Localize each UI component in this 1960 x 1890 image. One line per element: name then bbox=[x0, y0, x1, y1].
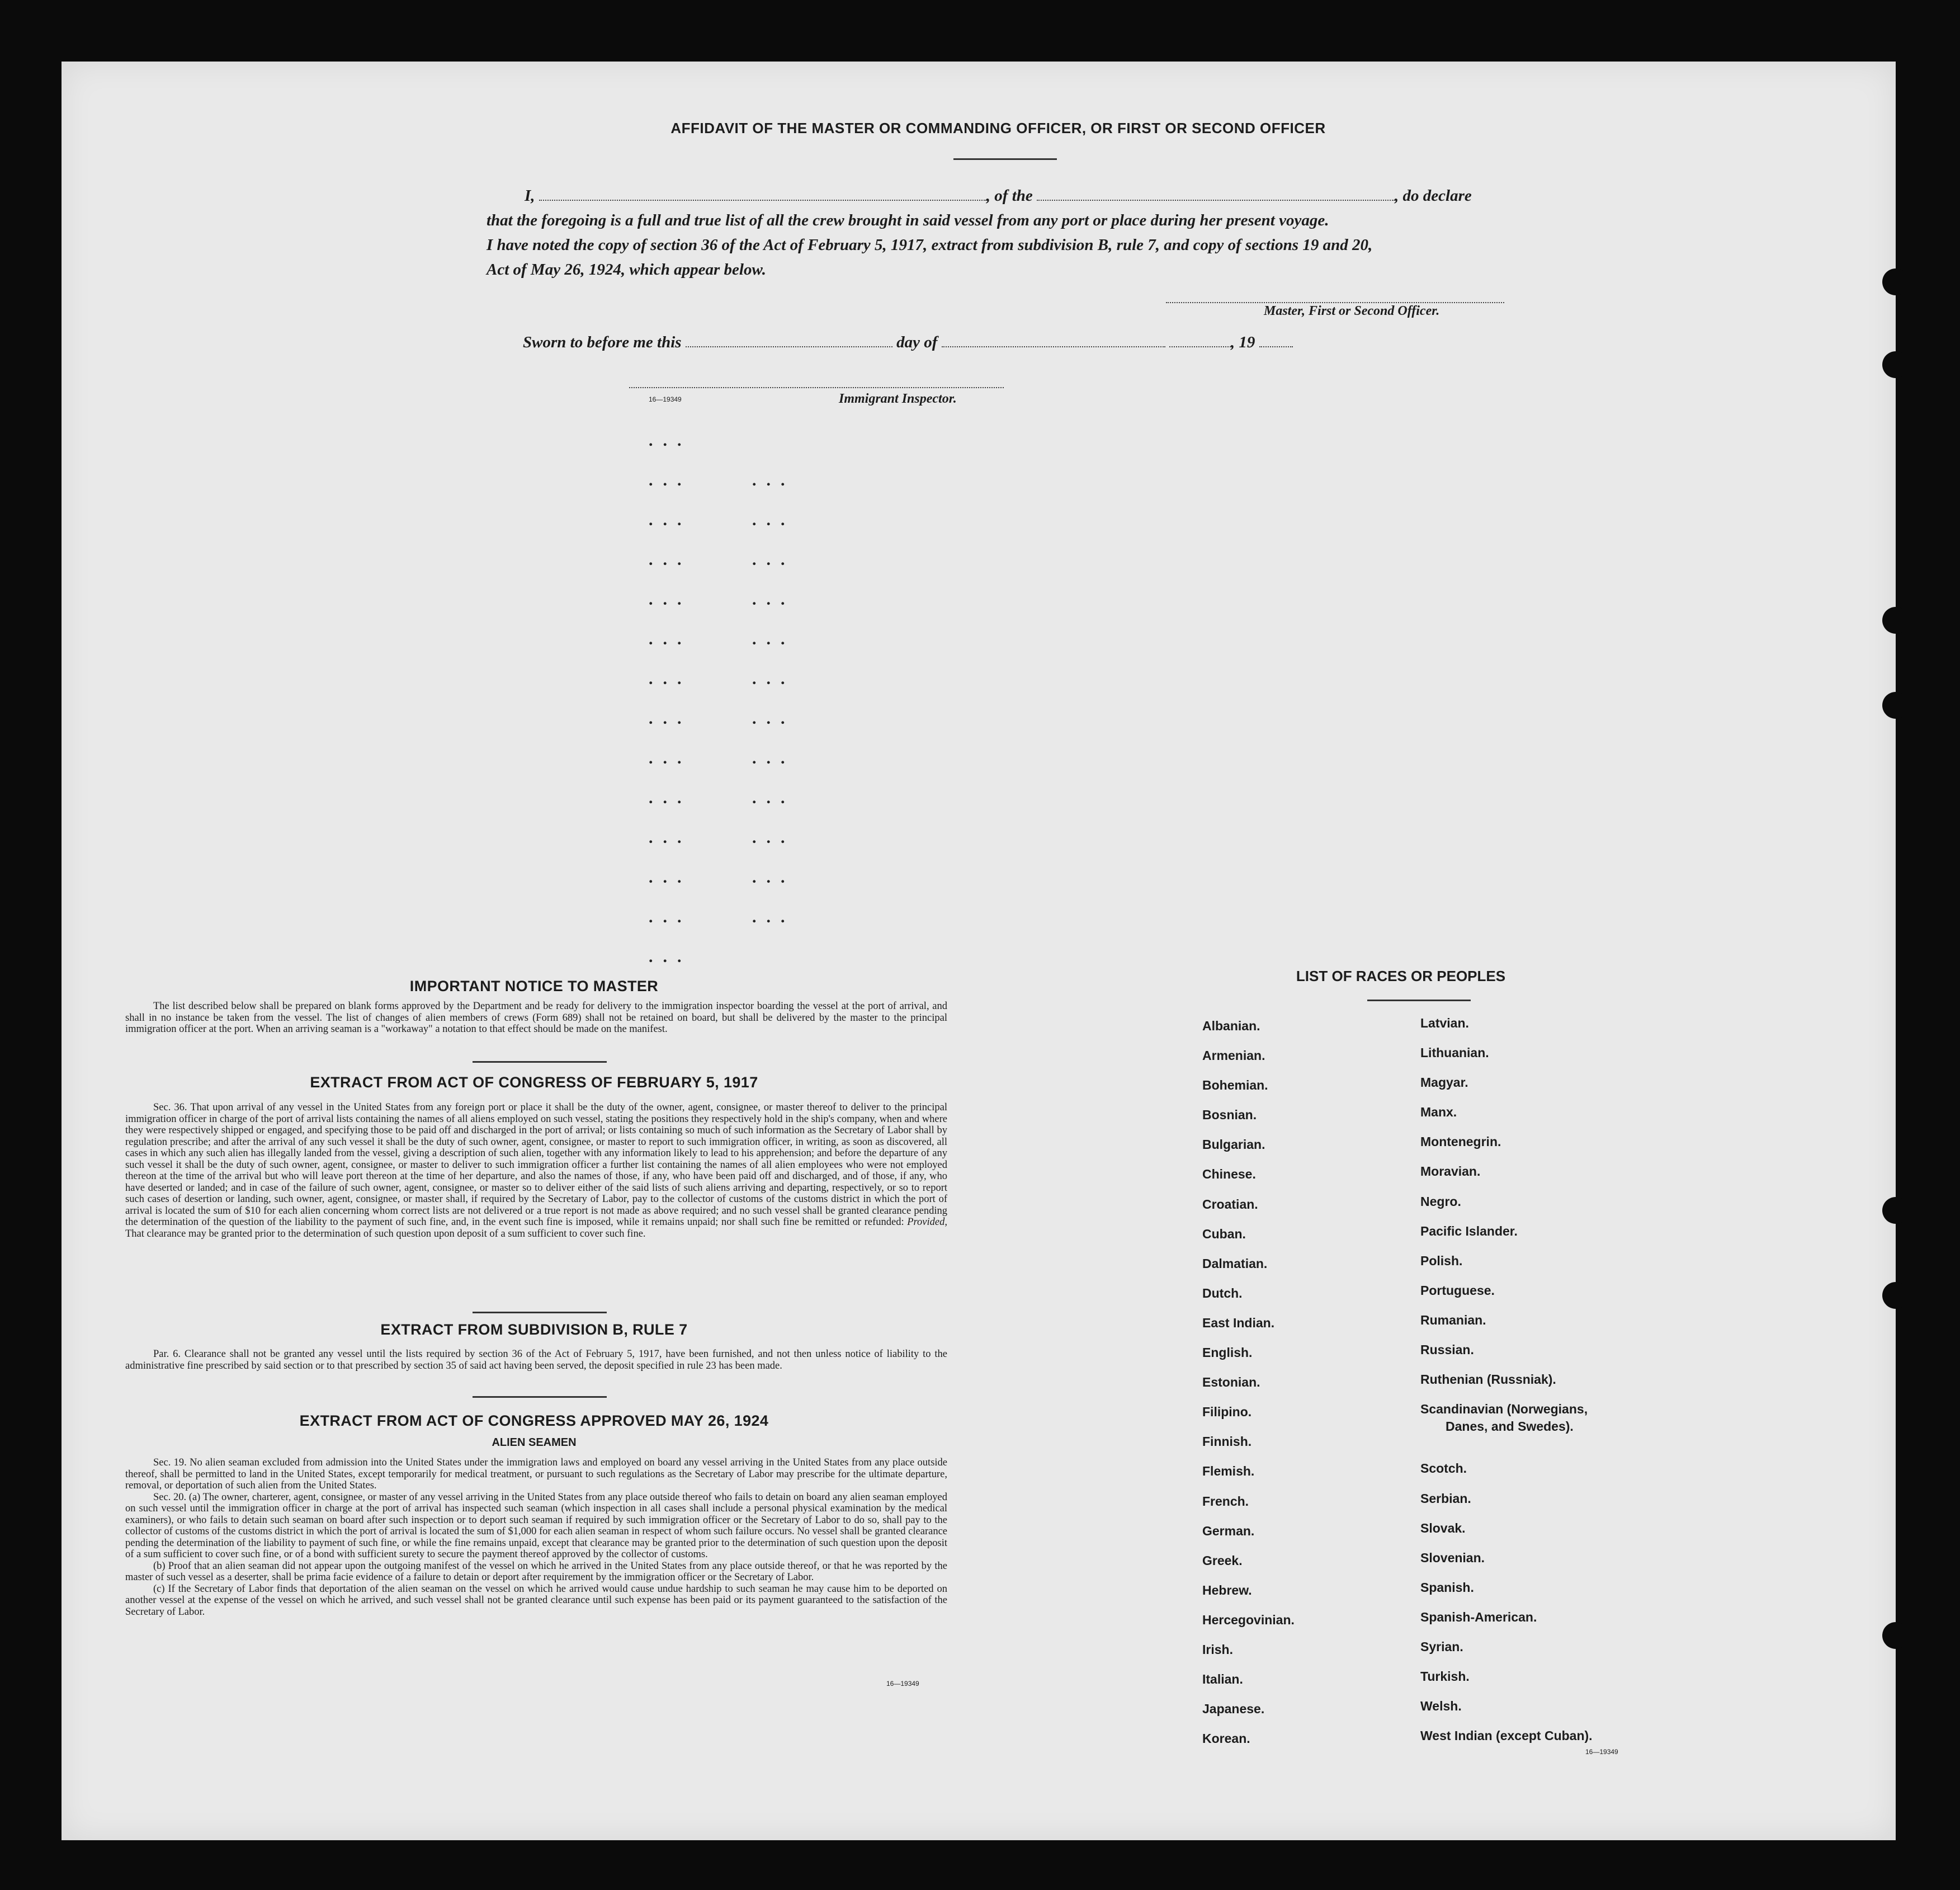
sworn-month-blank[interactable] bbox=[942, 333, 1165, 347]
sec-19-text: No alien seaman excluded from admission into the United States under the immigration laws and employed on board any vessel arriving in the United States from any place outside thereof, shall be permitted to land in the United States, except temporarily for medical treatment, or pursuant to such regulations as the Secretary of Labor may prescribe for the ultimate departure, removal, or deportation of such alien from the United States. bbox=[125, 1457, 947, 1491]
rule-3 bbox=[473, 1396, 607, 1398]
race-item: Scotch. bbox=[1420, 1461, 1467, 1476]
sworn-day-label: day of bbox=[896, 333, 938, 351]
extract-1917-title: EXTRACT FROM ACT OF CONGRESS OF FEBRUARY 5, 1917 bbox=[310, 1074, 758, 1091]
race-item: Estonian. bbox=[1202, 1375, 1260, 1390]
affidavit-line-3: I have noted the copy of section 36 of the Act of February 5, 1917, extract from subdivision B, rule 7, and copy of sections 19 and 20, bbox=[487, 236, 1373, 254]
race-item: Russian. bbox=[1420, 1342, 1474, 1358]
race-item: Portuguese. bbox=[1420, 1283, 1495, 1298]
race-item: Bohemian. bbox=[1202, 1078, 1268, 1093]
extract-rule7-text: Par. 6. Clearance shall not be granted any vessel until the lists required by section 36 of the Act of February 5, 1917, have been furnished, and not then unless notice of liability to the administrative fine prescribed by said section or to that prescribed by section 35 of said act having been served, the deposit specified in rule 23 has been made. bbox=[125, 1349, 947, 1371]
affidavit-of-the: , of the bbox=[986, 187, 1033, 205]
name-blank[interactable] bbox=[539, 186, 986, 201]
race-item: Spanish. bbox=[1420, 1580, 1474, 1595]
race-item: German. bbox=[1202, 1523, 1255, 1538]
race-item: Dutch. bbox=[1202, 1285, 1243, 1300]
race-item: Finnish. bbox=[1202, 1434, 1252, 1449]
sec-20a bbox=[125, 1492, 947, 1561]
sec-19 bbox=[125, 1457, 947, 1492]
race-item: Ruthenian (Russniak). bbox=[1420, 1372, 1556, 1387]
sworn-day-blank[interactable] bbox=[686, 333, 892, 347]
sec-20c: (c) If the Secretary of Labor finds that deportation of the alien seaman on the vessel on which he arrived would cause undue hardship to such seaman he may cause him to be deported on another vessel at the expense of the vessel on which he arrived, and such vessel shall not be granted clearance until such expense has been paid or its payment guaranteed to the satisfaction of the Secretary of Labor. bbox=[125, 1583, 947, 1618]
race-item: Greek. bbox=[1202, 1553, 1243, 1568]
race-item: Spanish-American. bbox=[1420, 1609, 1537, 1624]
extract-1917-text bbox=[125, 1102, 947, 1239]
notice-text: The list described below shall be prepared on blank forms approved by the Department and be ready for delivery to the immigration inspector boarding the vessel at the port of arrival, and shall in no instance be taken from the vessel. The list of changes of alien members of crews (Form 689) shall not be retained on board, but shall be delivered by the master to the principal immigration officer at the port. When an arriving seaman is a "workaway" a notation to that effect should be made on the manifest. bbox=[125, 1001, 947, 1035]
race-item: Magyar. bbox=[1420, 1075, 1468, 1090]
race-item: Chinese. bbox=[1202, 1167, 1256, 1182]
rule-1 bbox=[473, 1061, 607, 1063]
extract-rule7-title: EXTRACT FROM SUBDIVISION B, RULE 7 bbox=[380, 1321, 688, 1338]
punch-hole-1 bbox=[1882, 268, 1909, 295]
race-item: Hebrew. bbox=[1202, 1582, 1252, 1597]
race-item: Flemish. bbox=[1202, 1464, 1255, 1479]
punch-hole-2 bbox=[1882, 351, 1909, 378]
extract-1924-text bbox=[125, 1457, 947, 1618]
race-item: Montenegrin. bbox=[1420, 1134, 1501, 1149]
race-item-scandinavian bbox=[1420, 1394, 1593, 1454]
races-form-number: 16—19349 bbox=[1585, 1748, 1618, 1756]
sec-36-label: Sec. 36. bbox=[153, 1102, 187, 1113]
scandinavian-line-1: Scandinavian (Norwegians, bbox=[1420, 1402, 1588, 1417]
race-item: Rumanian. bbox=[1420, 1312, 1486, 1327]
race-item: West Indian (except Cuban). bbox=[1420, 1728, 1593, 1743]
punch-hole-4 bbox=[1882, 692, 1909, 719]
extract-form-number: 16—19349 bbox=[886, 1680, 919, 1688]
sec-36-text-end: That clearance may be granted prior to the determination of such question upon deposit of a sum sufficient to cover such fine. bbox=[125, 1228, 646, 1239]
sworn-year-label: , 19 bbox=[1230, 333, 1255, 351]
race-item: Lithuanian. bbox=[1420, 1045, 1489, 1061]
notice-title: IMPORTANT NOTICE TO MASTER bbox=[409, 978, 659, 995]
title-underline bbox=[953, 158, 1057, 160]
race-item: Hercegovinian. bbox=[1202, 1612, 1295, 1627]
race-item: Japanese. bbox=[1202, 1702, 1265, 1717]
master-signature-label: Master, First or Second Officer. bbox=[1264, 304, 1440, 318]
race-item: Korean. bbox=[1202, 1731, 1250, 1746]
sec-36-proviso: Provided, bbox=[907, 1217, 947, 1228]
race-item: Armenian. bbox=[1202, 1048, 1265, 1063]
scandinavian-line-2: Danes, and Swedes). bbox=[1446, 1419, 1574, 1434]
affidavit-do-declare: , do declare bbox=[1395, 187, 1472, 205]
punch-hole-6 bbox=[1882, 1282, 1909, 1309]
race-item: Irish. bbox=[1202, 1642, 1233, 1657]
race-item: Latvian. bbox=[1420, 1016, 1469, 1030]
race-item: Dalmatian. bbox=[1202, 1256, 1268, 1271]
race-item: Slovak. bbox=[1420, 1520, 1466, 1535]
race-item: Bulgarian. bbox=[1202, 1137, 1265, 1152]
affidavit-i: I, bbox=[525, 187, 535, 205]
races-right-column bbox=[1420, 1008, 1593, 1751]
races-left-column bbox=[1202, 1011, 1295, 1754]
sec-36-text: That upon arrival of any vessel in the United States from any foreign port or place it shall be the duty of the owner, agent, consignee, or master thereof to deliver to the principal immigration officer in charge of the port of arrival lists containing the names of all aliens employed on such vessel, stating the positions they respectively hold in the ship's company, when and where they were respectively shipped or engaged, and specifying those to be paid off and discharged in the port of arrival; or lists containing so much of such information as the Secretary of Labor shall by regulation prescribe; and after the arrival of any such vessel it shall be the duty of such owner, agent, consignee, or master to report to such immigration officer, in writing, as soon as discovered, all cases in which any such alien has illegally landed from the vessel, giving a description of such alien, together with any information likely to lead to his apprehension; and before the departure of any such vessel it shall be the duty of such owner, agent, consignee, or master to deliver to such immigration officer a further list containing the names of all alien employees who were not employed thereon at the time of the arrival but who will leave port thereon at the time of her departure, and also the names of those, if any, who have been paid off and discharged, and of those, if any, who have deserted or landed; and in case of the failure of such owner, agent, consignee, or master so to deliver either of the said lists of such aliens arriving and departing, respectively, or so to report such cases of desertion or landing, such owner, agent, consignee, or master shall, if required by the Secretary of Labor, pay to the collector of customs of the customs district in which the port of arrival is located the sum of $10 for each alien concerning whom correct lists are not delivered or a true report is not made as above required; and no such vessel shall be granted clearance pending the determination of the question of the liability to the payment of such fine, and, in the event such fine is imposed, while it remains unpaid; nor shall such fine be remitted or refunded: bbox=[125, 1102, 947, 1228]
race-item: Polish. bbox=[1420, 1253, 1463, 1268]
affidavit-text bbox=[487, 183, 1527, 282]
sec-20a-text: (a) The owner, charterer, agent, consignee, or master of any vessel arriving in the United States from any place outside thereof who fails to detain on board any alien seaman employed on such vessel until the immigration officer in charge at the port of arrival has inspected such seaman (which inspection in all cases shall include a personal physical examination by the medical examiners), or who fails to detain such seaman on board after such inspection or to deport such seaman if required by such immigration officer or the Secretary of Labor to do so, shall pay to the collector of customs of the customs district in which the port of arrival is located the sum of $1,000 for each alien seaman in respect of whom such failure occurs. No vessel shall be granted clearance pending the determination of the liability to payment of such fine, or while the fine remains unpaid, except that clearance may be granted prior to the determination of such question upon the deposit of a sum sufficient to cover such fine, or of a bond with sufficient surety to secure the payment thereof approved by the collector of customs. bbox=[125, 1491, 947, 1560]
affidavit-line-1 bbox=[487, 183, 1527, 208]
sworn-extra-blank[interactable] bbox=[1169, 333, 1231, 347]
race-item: Moravian. bbox=[1420, 1164, 1481, 1179]
punch-hole-7 bbox=[1882, 1622, 1909, 1649]
races-title: LIST OF RACES OR PEOPLES bbox=[1296, 968, 1506, 984]
race-item: Welsh. bbox=[1420, 1699, 1462, 1714]
inspector-label: Immigrant Inspector. bbox=[839, 392, 957, 406]
alien-seamen-subtitle: ALIEN SEAMEN bbox=[492, 1436, 577, 1449]
race-item: East Indian. bbox=[1202, 1315, 1275, 1330]
punch-hole-3 bbox=[1882, 607, 1909, 634]
affidavit-form-number: 16—19349 bbox=[649, 395, 682, 403]
race-item: English. bbox=[1202, 1345, 1253, 1360]
race-item: Turkish. bbox=[1420, 1669, 1470, 1684]
race-item: Manx. bbox=[1420, 1105, 1457, 1120]
race-item: Filipino. bbox=[1202, 1404, 1252, 1420]
sec-20b: (b) Proof that an alien seaman did not appear upon the outgoing manifest of the vessel on which he arrived in the United States from any place outside thereof, or that he was reported by the master of such vessel as a deserter, shall be prima facie evidence of a failure to detain or deport after requirement by the immigration officer or the Secretary of Labor. bbox=[125, 1560, 947, 1583]
race-item: Negro. bbox=[1420, 1194, 1461, 1209]
punch-hole-5 bbox=[1882, 1197, 1909, 1224]
dot-column-right: ... ... ... ... ... ... ... ... ... ... ... ... bbox=[752, 471, 795, 926]
sworn-year-blank[interactable] bbox=[1259, 333, 1293, 347]
race-item: Bosnian. bbox=[1202, 1107, 1257, 1123]
race-item: Serbian. bbox=[1420, 1491, 1471, 1506]
extract-1924-title: EXTRACT FROM ACT OF CONGRESS APPROVED MAY 26, 1924 bbox=[299, 1412, 769, 1429]
vessel-blank[interactable] bbox=[1037, 186, 1395, 201]
race-item: French. bbox=[1202, 1493, 1249, 1509]
race-item: Italian. bbox=[1202, 1672, 1243, 1687]
dot-column-left: ... ... ... ... ... ... ... ... ... ... ... ... ... ... bbox=[649, 431, 692, 966]
affidavit-line-4: Act of May 26, 1924, which appear below. bbox=[487, 261, 766, 279]
rule-2 bbox=[473, 1312, 607, 1313]
sec-20-label: Sec. 20. bbox=[153, 1491, 187, 1503]
race-item: Croatian. bbox=[1202, 1196, 1258, 1212]
sec-19-label: Sec. 19. bbox=[153, 1457, 187, 1468]
race-item: Pacific Islander. bbox=[1420, 1223, 1518, 1238]
races-underline bbox=[1367, 1000, 1471, 1001]
affidavit-title: AFFIDAVIT OF THE MASTER OR COMMANDING OFFICER, OR FIRST OR SECOND OFFICER bbox=[670, 120, 1326, 136]
race-item: Slovenian. bbox=[1420, 1550, 1485, 1565]
inspector-signature-line[interactable] bbox=[629, 387, 1004, 388]
sworn-label: Sworn to before me this bbox=[523, 333, 682, 351]
race-item: Syrian. bbox=[1420, 1639, 1463, 1654]
race-item: Albanian. bbox=[1202, 1019, 1260, 1033]
sworn-line bbox=[523, 330, 1362, 355]
race-item: Cuban. bbox=[1202, 1226, 1246, 1241]
master-signature-line[interactable] bbox=[1166, 302, 1504, 303]
affidavit-line-2: that the foregoing is a full and true list of all the crew brought in said vessel from any port or place during her present voyage. bbox=[487, 211, 1329, 229]
